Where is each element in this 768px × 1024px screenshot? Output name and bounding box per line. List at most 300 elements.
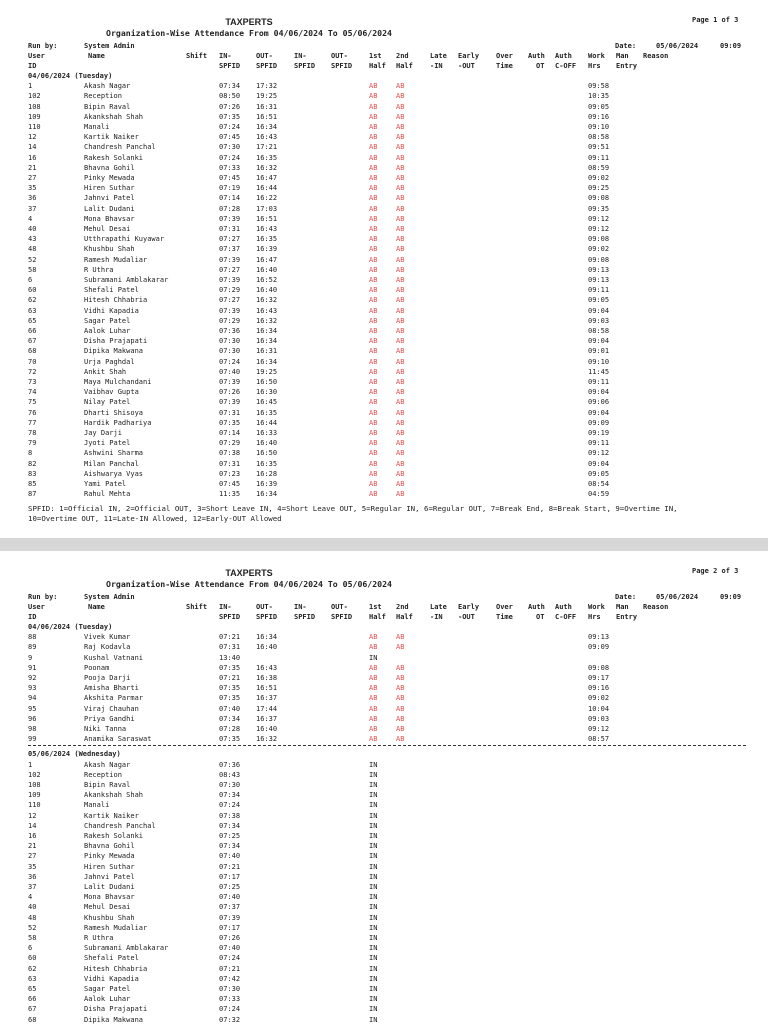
- cell-user-id: 87: [28, 490, 37, 499]
- cell-name: Subramani Amblakarar: [84, 944, 169, 953]
- col-header-half2-2: Half: [396, 613, 413, 621]
- cell-name: Utthrapathi Kuyawar: [84, 235, 165, 244]
- col-header-half1-2: Half: [369, 62, 386, 70]
- table-row: [0, 872, 768, 882]
- cell-in: 07:21: [219, 633, 241, 642]
- cell-in: 07:21: [219, 862, 241, 871]
- cell-second-half: AB: [396, 82, 405, 91]
- col-header-in2-2: SPFID: [294, 62, 316, 70]
- cell-name: Nilay Patel: [84, 398, 131, 407]
- col-header-early: Early: [458, 603, 480, 611]
- cell-user-id: 16: [28, 153, 37, 162]
- cell-in: 07:39: [219, 913, 241, 922]
- col-header-over: Over: [496, 603, 513, 611]
- cell-name: Rakesh Solanki: [84, 832, 144, 840]
- cell-work-hrs: 08:54: [588, 480, 610, 488]
- cell-user-id: 21: [28, 163, 37, 172]
- cell-second-half: AB: [396, 429, 405, 437]
- cell-first-half: AB: [369, 439, 378, 448]
- cell-in: 07:31: [219, 408, 241, 417]
- cell-in: 07:31: [219, 643, 241, 652]
- cell-name: Yami Patel: [84, 480, 127, 488]
- table-row: [0, 428, 768, 438]
- cell-in: 07:40: [219, 704, 241, 713]
- cell-name: Dharti Shisoya: [84, 408, 144, 417]
- table-row: [0, 408, 768, 418]
- cell-first-half: AB: [369, 286, 378, 295]
- col-header-auth_coff: Auth: [555, 603, 572, 611]
- table-row: [0, 943, 768, 953]
- cell-first-half: AB: [369, 429, 378, 437]
- cell-first-half: AB: [369, 133, 378, 142]
- col-header-in1-2: SPFID: [219, 613, 241, 621]
- cell-second-half: AB: [396, 184, 405, 193]
- cell-in: 07:35: [219, 418, 241, 427]
- col-header-user_id: User: [28, 52, 45, 60]
- col-header-over: Over: [496, 52, 513, 60]
- cell-in: 07:35: [219, 694, 241, 703]
- time-value: 09:09: [720, 593, 742, 601]
- cell-user-id: 102: [28, 92, 41, 101]
- table-row: [0, 418, 768, 428]
- cell-in: 07:45: [219, 133, 241, 142]
- table-row: [0, 923, 768, 933]
- cell-work-hrs: 09:04: [588, 306, 610, 315]
- cell-name: Poonam: [84, 663, 110, 672]
- cell-first-half: AB: [369, 163, 378, 172]
- cell-user-id: 16: [28, 832, 37, 840]
- cell-in: 07:14: [219, 429, 241, 437]
- cell-first-half: IN: [369, 821, 378, 830]
- cell-second-half: AB: [396, 704, 405, 713]
- cell-out: 16:52: [256, 276, 278, 284]
- cell-work-hrs: 09:05: [588, 102, 610, 111]
- table-row: [0, 770, 768, 780]
- cell-user-id: 1: [28, 760, 33, 769]
- cell-user-id: 70: [28, 357, 37, 366]
- cell-first-half: AB: [369, 643, 378, 652]
- cell-work-hrs: 09:09: [588, 418, 610, 427]
- cell-in: 07:34: [219, 82, 241, 91]
- cell-in: 07:32: [219, 1015, 241, 1024]
- table-row: [0, 387, 768, 397]
- cell-name: Ankit Shah: [84, 367, 127, 376]
- cell-second-half: AB: [396, 194, 405, 203]
- cell-first-half: AB: [369, 92, 378, 101]
- cell-user-id: 91: [28, 663, 37, 672]
- cell-user-id: 108: [28, 781, 41, 789]
- cell-out: 16:33: [256, 429, 278, 437]
- cell-first-half: AB: [369, 82, 378, 91]
- cell-first-half: IN: [369, 883, 378, 891]
- cell-in: 07:39: [219, 255, 241, 264]
- table-row: [0, 831, 768, 841]
- cell-user-id: 95: [28, 704, 37, 713]
- cell-user-id: 52: [28, 255, 37, 264]
- cell-work-hrs: 09:35: [588, 204, 610, 213]
- cell-user-id: 85: [28, 480, 37, 488]
- cell-name: Akshita Parmar: [84, 694, 144, 703]
- table-row: [0, 367, 768, 377]
- cell-out: 16:35: [256, 459, 278, 468]
- cell-second-half: AB: [396, 286, 405, 295]
- cell-second-half: AB: [396, 153, 405, 162]
- cell-second-half: AB: [396, 133, 405, 142]
- cell-user-id: 14: [28, 821, 37, 830]
- run-by-value: System Admin: [84, 593, 135, 601]
- cell-user-id: 4: [28, 893, 33, 902]
- cell-first-half: AB: [369, 408, 378, 417]
- cell-first-half: AB: [369, 704, 378, 713]
- cell-name: Mehul Desai: [84, 225, 131, 233]
- cell-work-hrs: 04:59: [588, 490, 610, 499]
- cell-second-half: AB: [396, 418, 405, 427]
- cell-first-half: IN: [369, 903, 378, 912]
- cell-first-half: IN: [369, 832, 378, 840]
- col-header-work-2: Hrs: [588, 62, 601, 70]
- col-header-out1-2: SPFID: [256, 62, 278, 70]
- date-value: 05/06/2024: [656, 593, 699, 601]
- cell-in: 07:37: [219, 245, 241, 254]
- cell-out: 16:51: [256, 684, 278, 693]
- cell-in: 07:36: [219, 327, 241, 335]
- cell-out: 17:21: [256, 143, 278, 152]
- cell-in: 07:25: [219, 832, 241, 840]
- cell-user-id: 73: [28, 378, 37, 386]
- cell-user-id: 110: [28, 801, 41, 810]
- cell-user-id: 9: [28, 653, 33, 662]
- cell-first-half: AB: [369, 714, 378, 723]
- report-title: Organization-Wise Attendance From 04/06/2024 To 05/06/2024: [106, 579, 392, 589]
- col-header-name: Name: [88, 52, 105, 60]
- cell-name: Rahul Mehta: [84, 490, 131, 499]
- cell-user-id: 62: [28, 296, 37, 305]
- table-row: [0, 204, 768, 214]
- table-row: [0, 1004, 768, 1014]
- cell-user-id: 75: [28, 398, 37, 407]
- cell-first-half: AB: [369, 174, 378, 182]
- cell-work-hrs: 08:57: [588, 735, 610, 744]
- col-header-late-2: -IN: [430, 62, 443, 70]
- cell-name: Hiren Suthar: [84, 184, 135, 193]
- cell-first-half: AB: [369, 490, 378, 499]
- cell-first-half: IN: [369, 964, 378, 973]
- table-row: [0, 933, 768, 943]
- table-row: [0, 953, 768, 963]
- cell-first-half: IN: [369, 954, 378, 963]
- cell-out: 16:37: [256, 714, 278, 723]
- table-row: [0, 326, 768, 336]
- cell-first-half: AB: [369, 245, 378, 254]
- cell-user-id: 89: [28, 643, 37, 652]
- cell-work-hrs: 09:12: [588, 225, 610, 233]
- cell-second-half: AB: [396, 684, 405, 693]
- cell-first-half: AB: [369, 663, 378, 672]
- table-row: [0, 316, 768, 326]
- cell-user-id: 88: [28, 633, 37, 642]
- cell-second-half: AB: [396, 388, 405, 397]
- cell-in: 07:27: [219, 235, 241, 244]
- cell-out: 16:43: [256, 663, 278, 672]
- cell-first-half: AB: [369, 347, 378, 356]
- cell-first-half: AB: [369, 184, 378, 193]
- cell-second-half: AB: [396, 367, 405, 376]
- cell-out: 16:32: [256, 163, 278, 172]
- cell-name: Jahnvi Patel: [84, 872, 135, 881]
- col-header-auth_ot-2: OT: [536, 62, 545, 70]
- table-row: [0, 112, 768, 122]
- col-header-auth_ot-2: OT: [536, 613, 545, 621]
- cell-user-id: 68: [28, 1015, 37, 1024]
- cell-first-half: AB: [369, 633, 378, 642]
- cell-user-id: 8: [28, 449, 33, 458]
- table-row: [0, 862, 768, 872]
- cell-first-half: AB: [369, 306, 378, 315]
- cell-first-half: AB: [369, 735, 378, 744]
- cell-in: 07:23: [219, 469, 241, 478]
- cell-name: Jyoti Patel: [84, 439, 131, 448]
- cell-in: 07:28: [219, 204, 241, 213]
- cell-in: 07:34: [219, 821, 241, 830]
- cell-second-half: AB: [396, 296, 405, 305]
- cell-second-half: AB: [396, 347, 405, 356]
- cell-first-half: AB: [369, 674, 378, 682]
- cell-name: Reception: [84, 92, 122, 101]
- col-header-early-2: -OUT: [458, 613, 475, 621]
- table-row: [0, 653, 768, 663]
- table-row: [0, 489, 768, 499]
- col-header-over-2: Time: [496, 613, 513, 621]
- col-header-early: Early: [458, 52, 480, 60]
- date-label: Date:: [615, 593, 637, 601]
- cell-first-half: AB: [369, 378, 378, 386]
- cell-in: 07:33: [219, 995, 241, 1004]
- cell-in: 07:40: [219, 852, 241, 861]
- cell-in: 07:29: [219, 439, 241, 448]
- cell-work-hrs: 11:45: [588, 367, 610, 376]
- cell-first-half: IN: [369, 923, 378, 932]
- cell-first-half: AB: [369, 276, 378, 284]
- col-header-half2-2: Half: [396, 62, 413, 70]
- cell-in: 07:35: [219, 735, 241, 744]
- cell-out: 16:32: [256, 316, 278, 325]
- cell-in: 07:34: [219, 714, 241, 723]
- table-row: [0, 964, 768, 974]
- cell-first-half: IN: [369, 934, 378, 942]
- col-header-out1: OUT-: [256, 52, 273, 60]
- page-number: Page 1 of 3: [692, 16, 739, 24]
- cell-out: 16:39: [256, 480, 278, 488]
- col-header-user_id: User: [28, 603, 45, 611]
- cell-in: 07:35: [219, 663, 241, 672]
- cell-second-half: AB: [396, 235, 405, 244]
- date-value: 05/06/2024: [656, 42, 699, 50]
- cell-user-id: 67: [28, 1005, 37, 1014]
- table-row: [0, 448, 768, 458]
- cell-user-id: 98: [28, 725, 37, 733]
- cell-name: Akankshah Shah: [84, 112, 144, 121]
- cell-in: 07:24: [219, 153, 241, 162]
- col-header-man: Man: [616, 52, 629, 60]
- report-title: Organization-Wise Attendance From 04/06/2024 To 05/06/2024: [106, 28, 392, 38]
- cell-user-id: 110: [28, 123, 41, 131]
- cell-work-hrs: 09:17: [588, 674, 610, 682]
- cell-in: 07:26: [219, 934, 241, 942]
- cell-user-id: 82: [28, 459, 37, 468]
- cell-in: 07:35: [219, 684, 241, 693]
- cell-second-half: AB: [396, 245, 405, 254]
- cell-work-hrs: 09:11: [588, 439, 610, 448]
- cell-first-half: IN: [369, 862, 378, 871]
- cell-name: Priya Gandhi: [84, 714, 135, 723]
- table-row: [0, 336, 768, 346]
- cell-first-half: AB: [369, 418, 378, 427]
- col-header-auth_ot: Auth: [528, 603, 545, 611]
- cell-first-half: AB: [369, 684, 378, 693]
- cell-first-half: AB: [369, 265, 378, 274]
- table-row: [0, 81, 768, 91]
- cell-out: 16:34: [256, 357, 278, 366]
- cell-name: Hitesh Chhabria: [84, 964, 148, 973]
- table-row: [0, 841, 768, 851]
- cell-in: 07:35: [219, 112, 241, 121]
- cell-out: 16:37: [256, 694, 278, 703]
- cell-user-id: 79: [28, 439, 37, 448]
- cell-name: Mona Bhavsar: [84, 214, 135, 223]
- col-header-man: Man: [616, 603, 629, 611]
- time-value: 09:09: [720, 42, 742, 50]
- cell-work-hrs: 09:13: [588, 633, 610, 642]
- cell-user-id: 21: [28, 842, 37, 851]
- cell-in: 07:29: [219, 316, 241, 325]
- cell-in: 07:30: [219, 781, 241, 789]
- table-row: [0, 673, 768, 683]
- table-row: [0, 255, 768, 265]
- cell-out: 16:32: [256, 296, 278, 305]
- table-row: [0, 102, 768, 112]
- cell-in: 07:45: [219, 480, 241, 488]
- cell-out: 16:39: [256, 245, 278, 254]
- cell-out: 16:47: [256, 174, 278, 182]
- table-row: [0, 459, 768, 469]
- date-group-heading: 04/06/2024 (Tuesday): [28, 72, 113, 80]
- cell-work-hrs: 09:11: [588, 286, 610, 295]
- table-row: [0, 760, 768, 770]
- cell-user-id: 6: [28, 276, 33, 284]
- col-header-late: Late: [430, 52, 447, 60]
- cell-first-half: IN: [369, 913, 378, 922]
- cell-second-half: AB: [396, 163, 405, 172]
- cell-in: 07:39: [219, 378, 241, 386]
- cell-out: 19:25: [256, 92, 278, 101]
- table-row: [0, 234, 768, 244]
- cell-name: Manali: [84, 801, 110, 810]
- cell-in: 07:30: [219, 347, 241, 356]
- cell-in: 07:33: [219, 163, 241, 172]
- cell-second-half: AB: [396, 735, 405, 744]
- table-row: [0, 734, 768, 744]
- cell-name: Shefali Patel: [84, 286, 139, 295]
- cell-second-half: AB: [396, 337, 405, 346]
- cell-user-id: 36: [28, 872, 37, 881]
- cell-user-id: 40: [28, 225, 37, 233]
- table-row: [0, 974, 768, 984]
- cell-name: Dipika Makwana: [84, 1015, 144, 1024]
- col-header-out2-2: SPFID: [331, 62, 353, 70]
- cell-first-half: AB: [369, 255, 378, 264]
- table-row: [0, 224, 768, 234]
- cell-second-half: AB: [396, 357, 405, 366]
- cell-work-hrs: 09:05: [588, 469, 610, 478]
- cell-user-id: 96: [28, 714, 37, 723]
- cell-work-hrs: 09:04: [588, 388, 610, 397]
- cell-user-id: 108: [28, 102, 41, 111]
- cell-out: 16:34: [256, 327, 278, 335]
- table-row: [0, 285, 768, 295]
- table-row: [0, 984, 768, 994]
- cell-second-half: AB: [396, 92, 405, 101]
- cell-name: Mona Bhavsar: [84, 893, 135, 902]
- cell-name: Amisha Bharti: [84, 684, 139, 693]
- cell-user-id: 76: [28, 408, 37, 417]
- col-header-auth_coff-2: C-OFF: [555, 613, 577, 621]
- cell-name: Reception: [84, 770, 122, 779]
- table-row: [0, 275, 768, 285]
- table-row: [0, 821, 768, 831]
- cell-first-half: IN: [369, 760, 378, 769]
- col-header-in2-2: SPFID: [294, 613, 316, 621]
- cell-name: Disha Prajapati: [84, 337, 148, 346]
- cell-first-half: AB: [369, 725, 378, 733]
- cell-work-hrs: 09:02: [588, 245, 610, 254]
- cell-first-half: IN: [369, 842, 378, 851]
- cell-user-id: 109: [28, 112, 41, 121]
- cell-second-half: AB: [396, 469, 405, 478]
- cell-in: 07:25: [219, 883, 241, 891]
- cell-first-half: AB: [369, 214, 378, 223]
- cell-in: 07:21: [219, 964, 241, 973]
- cell-first-half: AB: [369, 327, 378, 335]
- table-row: [0, 790, 768, 800]
- cell-in: 07:34: [219, 842, 241, 851]
- cell-user-id: 65: [28, 985, 37, 993]
- cell-first-half: AB: [369, 398, 378, 407]
- col-header-name: Name: [88, 603, 105, 611]
- cell-in: 07:19: [219, 184, 241, 193]
- cell-first-half: AB: [369, 204, 378, 213]
- cell-second-half: AB: [396, 306, 405, 315]
- cell-work-hrs: 09:08: [588, 235, 610, 244]
- cell-name: R Uthra: [84, 934, 114, 942]
- cell-user-id: 40: [28, 903, 37, 912]
- cell-name: Urja Paghdal: [84, 357, 135, 366]
- cell-work-hrs: 09:06: [588, 398, 610, 407]
- cell-first-half: AB: [369, 337, 378, 346]
- cell-name: Viraj Chauhan: [84, 704, 139, 713]
- cell-work-hrs: 08:58: [588, 327, 610, 335]
- cell-work-hrs: 10:04: [588, 704, 610, 713]
- cell-work-hrs: 09:13: [588, 276, 610, 284]
- cell-out: 16:45: [256, 398, 278, 407]
- cell-name: R Uthra: [84, 265, 114, 274]
- cell-work-hrs: 09:12: [588, 214, 610, 223]
- cell-first-half: IN: [369, 995, 378, 1004]
- table-row: [0, 153, 768, 163]
- company-title: TAXPERTS: [225, 568, 273, 578]
- cell-in: 07:30: [219, 985, 241, 993]
- cell-in: 07:14: [219, 194, 241, 203]
- table-row: [0, 902, 768, 912]
